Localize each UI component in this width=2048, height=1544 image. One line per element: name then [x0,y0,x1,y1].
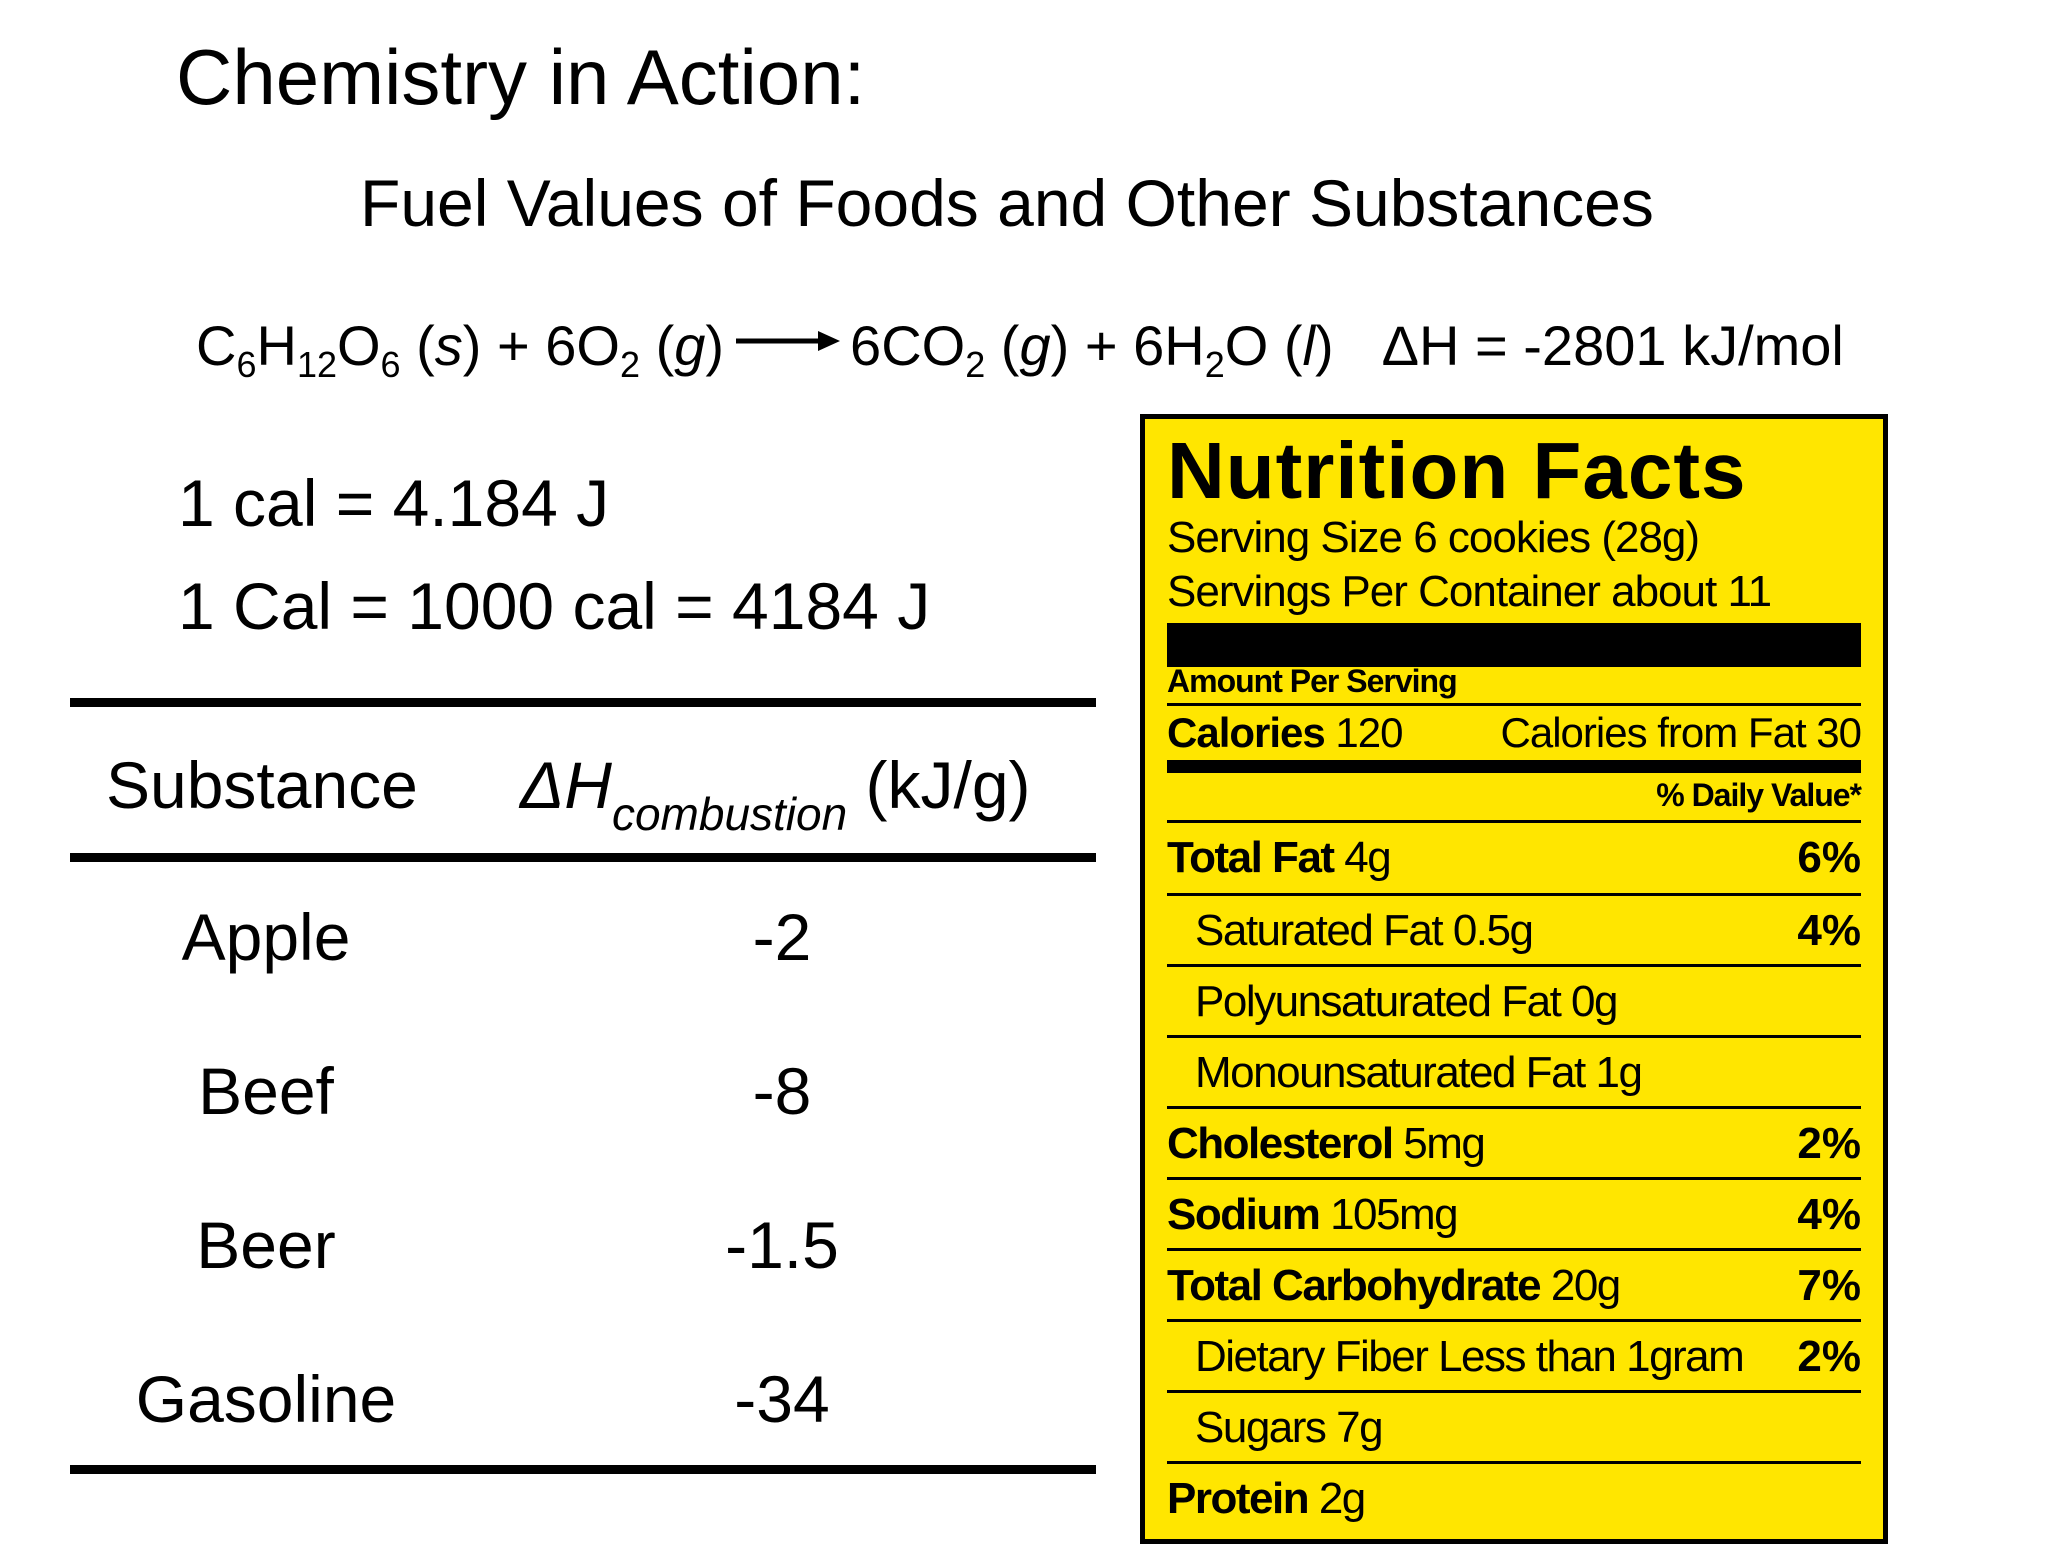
table-cell-value: -8 [752,1054,812,1128]
table-cell-value: -2 [752,900,812,974]
conversion-cal: 1 cal = 4.184 J [178,466,610,540]
divider [1167,703,1861,706]
daily-value-header: % Daily Value* [1656,777,1861,813]
table-cell-substance: Beef [198,1054,334,1128]
nutrient-row-cholesterol: Cholesterol 5mg 2% [1167,1119,1861,1168]
nutrition-title: Nutrition Facts [1167,426,1747,515]
servings-per-container: Servings Per Container about 11 [1167,567,1772,616]
medium-divider [1167,760,1861,773]
thick-divider [1167,623,1861,667]
table-rule-bottom [70,1465,1096,1474]
header-enthalpy: $\Delta H_{combustion}$ (kJ/g) [520,748,1031,840]
calories-from-fat: Calories from Fat 30 [1500,709,1861,756]
table-rule-top [70,698,1096,707]
serving-size: Serving Size 6 cookies (28g) [1167,513,1700,562]
nutrient-row-sodium: Sodium 105mg 4% [1167,1190,1861,1239]
nutrient-row-protein: Protein 2g [1167,1474,1365,1523]
table-cell-substance: Gasoline [135,1362,397,1436]
calories: Calories 120 [1167,709,1403,756]
table-cell-value: -1.5 [725,1208,839,1282]
table-cell-value: -34 [734,1362,830,1436]
page-title: Chemistry in Action: [176,33,866,121]
table-cell-substance: Beer [196,1208,336,1282]
nutrient-row-saturated-fat: Saturated Fat 0.5g 4% [1195,906,1861,955]
nutrient-row-polyunsaturated-fat: Polyunsaturated Fat 0g [1195,977,1617,1026]
nutrient-row-total-carbohydrate: Total Carbohydrate 20g 7% [1167,1261,1861,1310]
glucose-formula: $C_6H_{12}O_6$ [196,314,401,385]
table-rule-header [70,853,1096,862]
conversion-kcal: 1 Cal = 1000 cal = 4184 J [178,569,931,643]
subtitle: Fuel Values of Foods and Other Substances [360,166,1654,240]
combustion-equation: $C_6H_{12}O_6$ (s) + $6O_2$ (g) $6CO_2$ (g) + $6H_2O$ (l) ΔH = -2801 kJ/mol [196,314,1844,385]
nutrient-row-total-fat: Total Fat 4g 6% [1167,833,1861,882]
reaction-arrow-icon [732,325,842,365]
nutrition-facts-label [1140,414,1888,1544]
table-cell-substance: Apple [181,900,351,974]
nutrient-row-sugars: Sugars 7g [1195,1403,1383,1452]
nutrient-row-monounsaturated-fat: Monounsaturated Fat 1g [1195,1048,1642,1097]
amount-per-serving: Amount Per Serving [1167,663,1457,699]
header-substance: Substance [106,748,418,822]
nutrient-row-dietary-fiber: Dietary Fiber Less than 1gram 2% [1195,1332,1861,1381]
enthalpy-value: ΔH = -2801 kJ/mol [1381,314,1844,377]
